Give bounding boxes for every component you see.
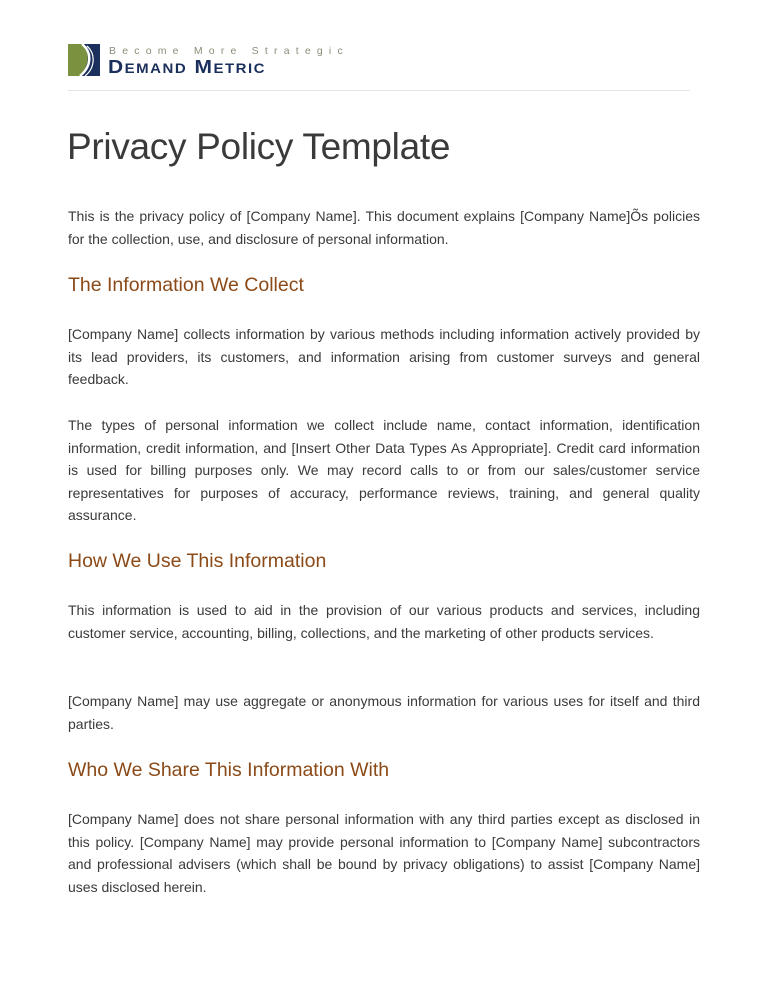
header-divider	[68, 90, 690, 91]
section-paragraph: The types of personal information we collect include name, contact information, identification information, credit information, and [Insert Other Data Types As Appropriate]. Credit card information is used for billing purposes only. We may record calls to or from our sales/customer service representatives for purposes of accuracy, performance reviews, training, and general quality assurance.	[68, 417, 700, 524]
logo-brand: Demand Metric	[108, 57, 266, 78]
section-heading: The Information We Collect	[68, 274, 304, 296]
section-heading: Who We Share This Information With	[68, 759, 390, 781]
section-paragraph: [Company Name] may use aggregate or anonymous information for various uses for itself and third parties.	[68, 693, 700, 732]
intro-paragraph: This is the privacy policy of [Company Name]. This document explains [Company Name]Õs policies for the collection, use, and disclosure of personal information.	[68, 208, 700, 247]
section-paragraph: [Company Name] collects information by various methods including information actively provided by its lead providers, its customers, and information arising from customer surveys and general feedback.	[68, 326, 700, 388]
logo-mark-icon	[68, 44, 100, 76]
demand-metric-logo	[68, 44, 368, 78]
page-title: Privacy Policy Template	[67, 126, 451, 167]
logo-tagline: Become More Strategic	[109, 45, 349, 57]
section-heading: How We Use This Information	[68, 550, 327, 572]
section-paragraph: [Company Name] does not share personal information with any third parties except as disclosed in this policy. [Company Name] may provide personal information to [Company Name] subcontractors and professional advisers (which shall be bound by privacy obligations) to assist [Company Name] uses disclosed herein.	[68, 811, 700, 895]
section-paragraph: This information is used to aid in the provision of our various products and services, including customer service, accounting, billing, collections, and the marketing of other products services.	[68, 602, 700, 641]
